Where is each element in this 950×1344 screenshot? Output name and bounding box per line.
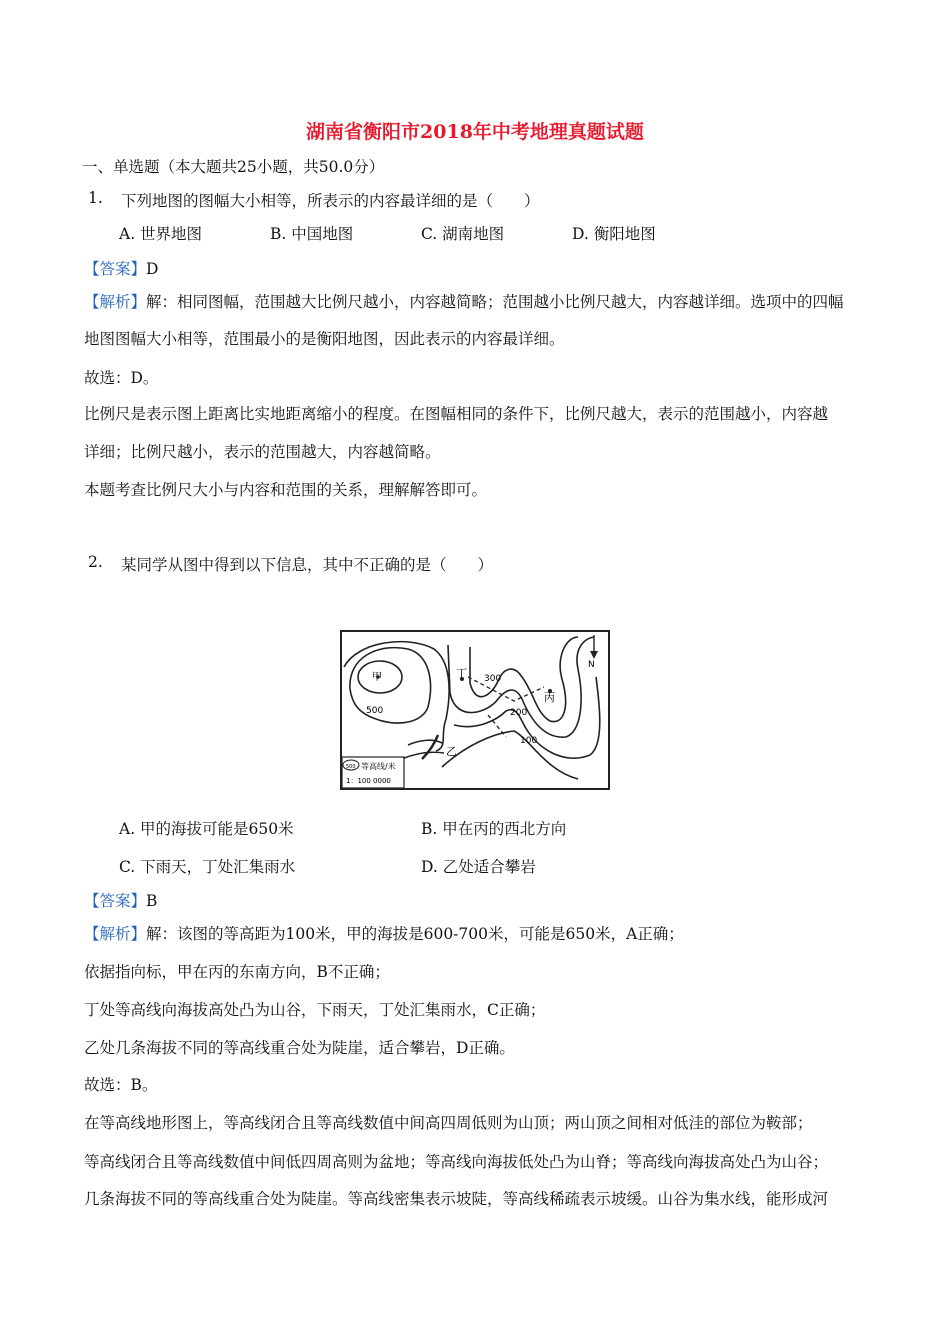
q1-option-b[interactable]: B. 中国地图 (270, 225, 354, 243)
contour-label-300: 300 (484, 674, 502, 684)
analysis-tag: 【解析】 (84, 293, 147, 311)
scale-text: 1：100 0000 (346, 777, 391, 785)
answer-tag: 【答案】 (84, 892, 147, 910)
q1-option-d[interactable]: D. 衡阳地图 (572, 225, 656, 243)
contour-map (338, 627, 614, 793)
q2-number: 2. (88, 553, 103, 571)
q2-analysis-line-4: 乙处几条海拔不同的等高线重合处为陡崖，适合攀岩，D正确。 (84, 1039, 515, 1057)
q1-option-a[interactable]: A. 世界地图 (119, 225, 203, 243)
q1-stem: 下列地图的图幅大小相等，所表示的内容最详细的是（ ） (121, 192, 540, 210)
legend-value: 500 (346, 764, 356, 770)
q2-option-c[interactable]: C. 下雨天，丁处汇集雨水 (119, 858, 296, 876)
north-label: N (588, 660, 595, 670)
section-heading: 一、单选题（本大题共25小题，共50.0分） (82, 158, 385, 176)
label-bing: 丙 (544, 691, 555, 704)
q1-analysis-line-6: 本题考查比例尺大小与内容和范围的关系，理解解答即可。 (84, 481, 488, 499)
page-title: 湖南省衡阳市2018年中考地理真题试题 (306, 121, 644, 143)
label-jia: 甲 (372, 672, 382, 683)
q1-analysis-line-4: 比例尺是表示图上距离比实地距离缩小的程度。在图幅相同的条件下，比例尺越大，表示的范围越小，内容越 (84, 405, 829, 423)
answer-tag: 【答案】 (84, 260, 147, 278)
label-yi: 乙 (446, 745, 457, 758)
q2-analysis-line-2: 依据指向标，甲在丙的东南方向，B不正确； (84, 963, 390, 981)
q2-analysis-text: 解：该图的等高距为100米，甲的海拔是600-700米，可能是650米，A正确； (146, 925, 684, 943)
q2-analysis-line-5: 故选：B。 (84, 1076, 158, 1094)
q2-option-b[interactable]: B. 甲在丙的西北方向 (421, 820, 567, 838)
q1-analysis-line-2: 地图图幅大小相等，范围最小的是衡阳地图，因此表示的内容最详细。 (84, 330, 565, 348)
label-ding: 丁 (456, 667, 467, 680)
q1-analysis-line-5: 详细；比例尺越小，表示的范围越大，内容越简略。 (84, 443, 441, 461)
q2-analysis-line-7: 等高线闭合且等高线数值中间低四周高则为盆地；等高线向海拔低处凸为山脊；等高线向海拔高处凸为山谷； (84, 1153, 829, 1171)
q2-option-a[interactable]: A. 甲的海拔可能是650米 (119, 820, 294, 838)
analysis-tag: 【解析】 (84, 925, 147, 943)
q1-analysis-line-1 (84, 290, 844, 312)
q1-number: 1. (88, 189, 103, 207)
q2-analysis-line-3: 丁处等高线向海拔高处凸为山谷，下雨天，丁处汇集雨水，C正确； (84, 1001, 546, 1019)
q1-option-c[interactable]: C. 湖南地图 (421, 225, 505, 243)
q2-analysis-line-1 (84, 922, 684, 944)
q2-answer (84, 889, 157, 911)
q2-analysis-line-6: 在等高线地形图上，等高线闭合且等高线数值中间高四周低则为山顶；两山顶之间相对低洼的部位为鞍部； (84, 1114, 813, 1132)
q1-answer (84, 257, 158, 279)
contour-label-200: 200 (510, 708, 528, 718)
q2-analysis-line-8: 几条海拔不同的等高线重合处为陡崖。等高线密集表示坡陡，等高线稀疏表示坡缓。山谷为集水线，能形成河 (84, 1190, 829, 1208)
q1-answer-value: D (146, 260, 159, 278)
contour-label-500: 500 (366, 706, 384, 716)
q1-analysis-line-3: 故选：D。 (84, 369, 159, 387)
q1-analysis-text: 解：相同图幅，范围越大比例尺越小，内容越简略；范围越小比例尺越大，内容越详细。选项中的四幅 (146, 293, 844, 311)
contour-label-100: 100 (520, 736, 538, 746)
q2-answer-value: B (146, 892, 158, 910)
q2-option-d[interactable]: D. 乙处适合攀岩 (421, 858, 536, 876)
legend-text: 等高线/米 (361, 762, 396, 771)
q2-stem: 某同学从图中得到以下信息，其中不正确的是（ ） (121, 556, 494, 574)
